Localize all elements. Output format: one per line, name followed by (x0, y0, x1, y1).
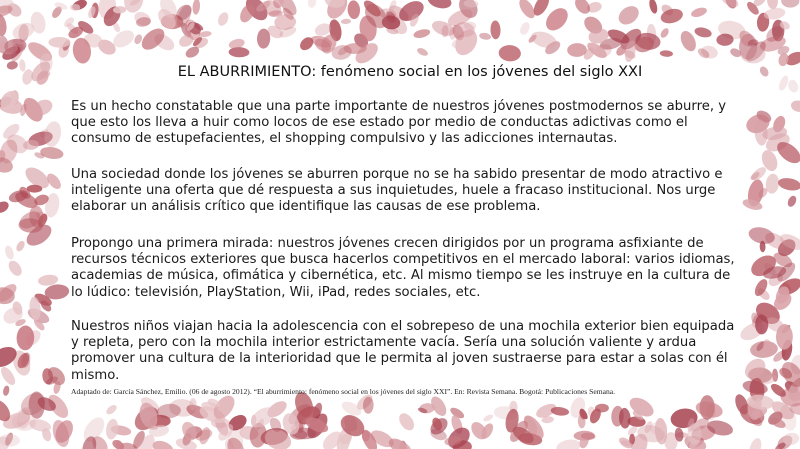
slide-title: EL ABURRIMIENTO: fenómeno social en los jóvenes del siglo XXI (177, 64, 643, 80)
paragraph-1: Es un hecho constatable que una parte importante de nuestros jóvenes postmodernos se aburre, y que esto los lleva a huir como locos de ese estado por medio de conductas adictivas como el consumo de estupefacientes, el shopping compulsivo y las adicciones internautas. (71, 99, 727, 147)
paragraph-4: Nuestros niños viajan hacia la adolescencia con el sobrepeso de una mochila exterior bien equipada y repleta, pero con la mochila interior estrictamente vacía. Sería una solución valiente y ardua promover una cultura de la interioridad que le permita al joven sustraerse para estar a solas con él mismo. (71, 319, 735, 383)
paragraph-2: Una sociedad donde los jóvenes se aburren porque no se ha sabido presentar de modo atractivo e inteligente una oferta que dé respuesta a sus inquietudes, huele a fracaso institucional. Nos urge elaborar un análisis crítico que identifique las causas de ese problema. (71, 167, 723, 215)
source-citation: Adaptado de: García Sánchez, Emilio. (06 de agosto 2012). “El aburrimiento: fenómeno social en los jóvenes del siglo XXI”. En: Revista Semana. Bogotá: Publicaciones Semana. (71, 387, 616, 396)
paragraph-3: Propongo una primera mirada: nuestros jóvenes crecen dirigidos por un programa asfixiante de recursos técnicos exteriores que busca hacerlos competitivos en el mercado laboral: varios idiomas, academias de música, ofimática y cibernética, etc. Al mismo tiempo se les instruye en la cultura de lo lúdico: televisión, PlayStation, Wii, iPad, redes sociales, etc. (71, 236, 735, 300)
